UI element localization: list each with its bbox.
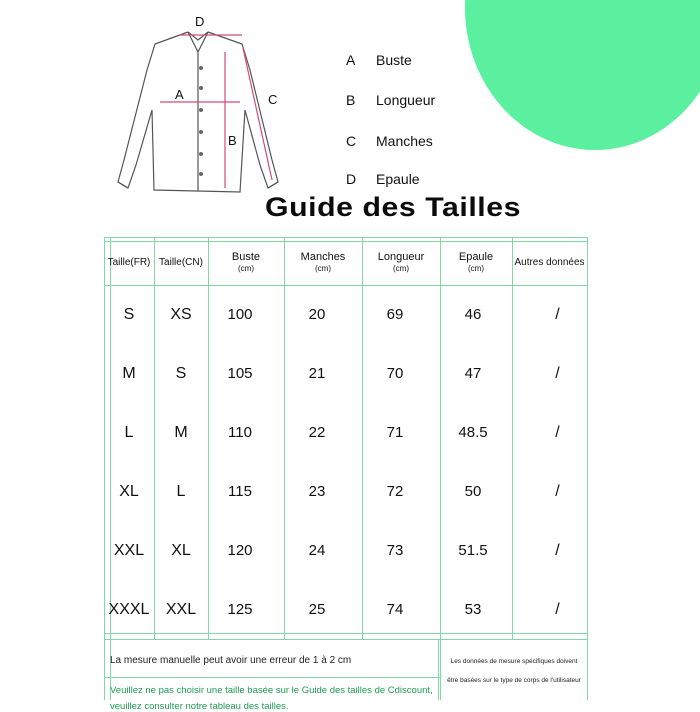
table-rule [104,677,440,678]
header-label: Manches [300,251,346,263]
table-header-cell [104,241,154,285]
label-b: B [228,133,237,148]
header-unit: (cm) [468,264,484,273]
header-label: Taille(CN) [159,257,203,268]
warning-note-line-2: veuillez consulter notre tableau des tailles. [110,701,289,712]
size-table [104,237,588,712]
table-header-cell [284,241,362,285]
table-cell: 48.5 [458,424,488,441]
label-c: C [268,92,278,107]
table-header-cell [512,241,587,285]
header-label: Epaule [458,251,494,263]
header-unit: (cm) [315,264,331,273]
table-cell: 105 [227,365,253,382]
table-cell: 23 [308,483,326,500]
table-cell: XS [170,305,192,323]
table-cell: 50 [464,483,482,500]
table-cell: 46 [464,306,482,323]
table-rule [104,639,588,640]
table-cell: 20 [308,306,326,323]
table-cell: 69 [386,306,404,323]
legend-item: B Longueur [346,92,436,108]
table-cell: XXXL [108,600,150,618]
table-cell: XL [171,541,191,559]
side-note-line-1: Les données de mesure spécifiques doivent [450,658,578,665]
table-cell: / [555,600,560,618]
table-rule [104,237,588,238]
table-cell: 47 [464,365,482,382]
legend-item: D Epaule [346,171,420,187]
table-cell: 72 [386,483,404,500]
table-cell: 70 [386,365,404,382]
table-cell: S [123,305,135,323]
header-label: Buste [231,251,261,263]
warning-note-line-1: Veuillez ne pas choisir une taille basée sur le Guide des tailles de Cdiscount, [110,685,433,696]
table-cell: 74 [386,601,404,618]
label-a: A [175,87,184,102]
table-column-rule [512,237,513,639]
legend-item: A Buste [346,52,412,68]
legend-item: C Manches [346,133,433,149]
table-cell: XXL [165,600,197,618]
table-cell: 21 [308,365,326,382]
table-cell: 51.5 [458,542,488,559]
header-label: Longueur [377,251,425,263]
table-header-cell [208,241,284,285]
table-cell: / [555,482,560,500]
table-cell: 25 [308,601,326,618]
table-column-rule [438,639,439,700]
page-title: Guide des Tailles [265,192,522,222]
table-cell: 71 [386,424,404,441]
shirt-measurement-diagram [100,10,305,200]
table-cell: 73 [386,542,404,559]
table-cell: 125 [227,601,253,618]
table-cell: 22 [308,424,326,441]
side-note-line-2: être basées sur le type de corps de l'utilisateur [447,677,581,684]
decorative-green-circle [465,0,700,150]
table-cell: M [122,364,136,382]
table-cell: 115 [228,483,252,500]
table-header-cell [440,241,512,285]
table-cell: 120 [227,542,253,559]
table-cell: / [555,364,560,382]
error-note: La mesure manuelle peut avoir une erreur de 1 à 2 cm [110,655,352,666]
table-cell: M [174,423,188,441]
table-cell: 110 [228,424,252,441]
table-header-cell [362,241,440,285]
table-cell: 24 [308,542,326,559]
header-label: Autres données [514,257,585,268]
header-unit: (cm) [238,264,254,273]
label-d: D [195,14,205,29]
table-cell: 100 [227,306,253,323]
header-unit: (cm) [393,264,409,273]
table-cell: XL [119,482,139,500]
table-cell: / [555,305,560,323]
table-cell: XXL [113,541,145,559]
table-cell: S [175,364,187,382]
table-cell: L [124,423,134,441]
header-label: Taille(FR) [107,257,151,268]
table-header-cell [154,241,208,285]
table-cell: 53 [464,601,482,618]
table-cell: / [555,423,560,441]
table-cell: L [176,482,186,500]
table-cell: / [555,541,560,559]
